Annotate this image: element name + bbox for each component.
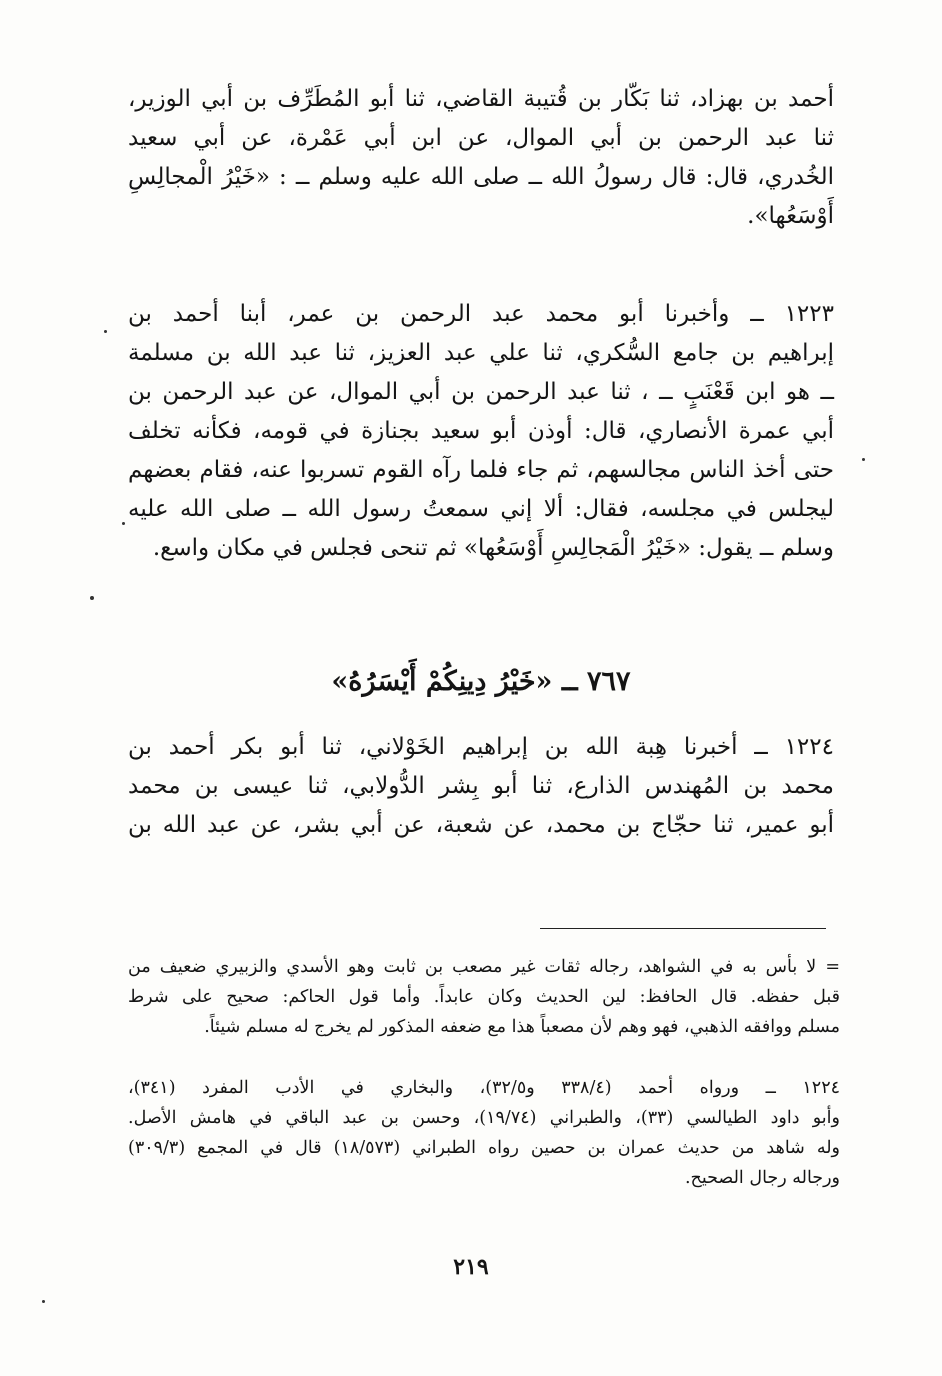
text-line: الخُدري، قال: قال رسولُ الله ــ صلى الله عليه وسلم ــ : «خَيْرُ الْمجالِسِ [128, 164, 834, 190]
text-line: ١٢٢٣ ــ وأخبرنا أبو محمد عبد الرحمن بن عمر، أبنا أحمد بن [128, 301, 834, 327]
scan-speck [122, 522, 125, 525]
footnote-line: = لا بأس به في الشواهد، رجاله ثقات غير مصعب بن ثابت وهو الأسدي والزبيري ضعيف من [128, 957, 840, 977]
footnote-line: مسلم ووافقه الذهبي، فهو وهم لأن مصعباً هذا مع ضعفه المذكور لم يخرج له مسلم شيئاً. [204, 1017, 840, 1037]
footnote-line: ورجاله رجال الصحيح. [684, 1168, 840, 1188]
paragraph-1 [128, 80, 834, 236]
text-line: ثنا عبد الرحمن بن أبي الموال، عن ابن أبي عَمْرة، عن أبي سعيد [128, 125, 834, 151]
footnote-1 [128, 952, 840, 1042]
scan-speck [104, 330, 107, 333]
footnote-line: وأبو داود الطيالسي (٣٣)، والطبراني (١٩/٧٤)، وحسن بن عبد الباقي في هامش الأصل. [128, 1108, 840, 1128]
footnote-divider [540, 928, 826, 929]
text-line: أبو عمير، ثنا حجّاج بن محمد، عن شعبة، عن أبي بشر، عن عبد الله بن [128, 812, 834, 838]
text-line: حتى أخذ الناس مجالسهم، ثم جاء فلما رآه القوم تسربوا عنه، فقام بعضهم [128, 457, 834, 483]
text-line: وسلم ــ يقول: «خَيْرُ الْمَجالِسِ أَوْسَعُها» ثم تنحى فجلس في مكان واسع. [152, 535, 834, 561]
paragraph-2 [128, 295, 834, 568]
footnote-2 [128, 1073, 840, 1193]
scan-speck [862, 458, 865, 461]
scan-speck [90, 596, 94, 600]
page-number: ٢١٩ [453, 1254, 489, 1280]
footnote-line: ١٢٢٤ ــ ورواه أحمد (٣٣٨/٤ و٣٢/٥)، والبخاري في الأدب المفرد (٣٤١)، [128, 1078, 841, 1098]
text-line: إبراهيم بن جامع السُّكري، ثنا علي عبد العزيز، ثنا عبد الله بن مسلمة [128, 340, 834, 366]
hadith-heading: ٧٦٧ ــ «خَيْرُ دِينِكُمْ أَيْسَرُهُ» [331, 666, 631, 697]
text-line: ــ هو ابن قَعْنَبٍ ــ ، ثنا عبد الرحمن بن أبي الموال، عن عبد الرحمن بن [128, 379, 834, 405]
text-line: ليجلس في مجلسه، فقال: ألا إني سمعتُ رسول الله ــ صلى الله عليه [128, 496, 834, 522]
text-line: محمد بن المُهندس الذارع، ثنا أبو بِشر الدُّولابي، ثنا عيسى بن محمد [128, 773, 834, 799]
text-line: أبي عمرة الأنصاري، قال: أوذن أبو سعيد بجنازة في قومه، فكأنه تخلف [128, 418, 834, 444]
footnote-line: وله شاهد من حديث عمران بن حصين رواه الطبراني (١٨/٥٧٣) قال في المجمع (٣٠٩/٣) [128, 1138, 840, 1158]
text-line: أحمد بن بهزاد، ثنا بَكّار بن قُتيبة القاضي، ثنا أبو المُطَرِّف بن أبي الوزير، [128, 86, 834, 112]
text-line: ١٢٢٤ ــ أخبرنا هِبة الله بن إبراهيم الخَوْلاني، ثنا أبو بكر أحمد بن [128, 734, 834, 760]
scan-speck [42, 1300, 45, 1303]
paragraph-3 [128, 728, 834, 845]
text-line: أَوْسَعُها». [747, 203, 834, 229]
footnote-line: قبل حفظه. قال الحافظ: لين الحديث وكان عابداً. وأما قول الحاكم: صحيح على شرط [128, 987, 840, 1007]
